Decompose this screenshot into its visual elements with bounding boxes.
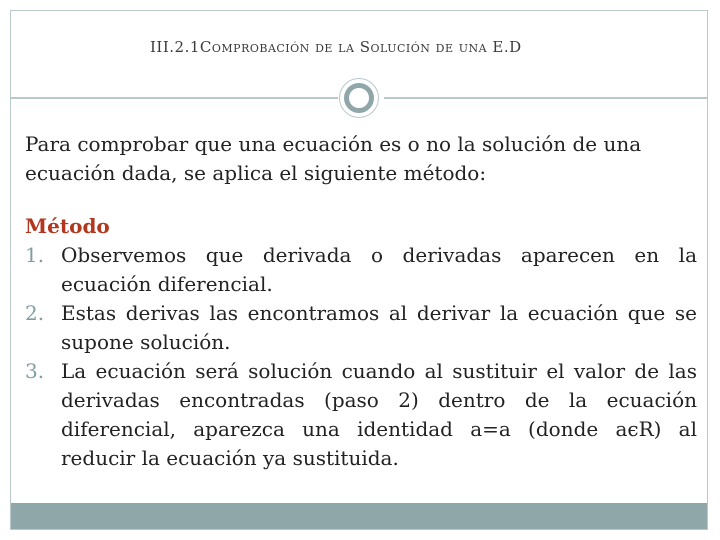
divider-circle-ring	[344, 83, 374, 113]
footer-bar	[11, 503, 707, 529]
step-number: 2.	[25, 301, 45, 325]
step-text: Observemos que derivada o derivadas aparecen en la ecuación diferencial.	[61, 243, 697, 296]
title-text: Comprobación de la Solución de una E.D	[199, 38, 522, 56]
divider-left	[11, 97, 338, 99]
list-item	[25, 357, 697, 473]
step-text: Estas derivas las encontramos al derivar la ecuación que se supone solución.	[61, 301, 697, 354]
slide-title	[150, 38, 522, 56]
list-item	[25, 241, 697, 299]
intro-paragraph: Para comprobar que una ecuación es o no la solución de una ecuación dada, se aplica el siguiente método:	[25, 132, 642, 185]
step-text: La ecuación será solución cuando al sustituir el valor de las derivadas encontradas (paso 2) dentro de la ecuación diferencial, aparezca una identidad a=a (donde aϵR) al reducir la ecuación ya sustituida.	[61, 359, 697, 470]
title-prefix: III.2.1	[150, 38, 200, 56]
steps-list	[25, 241, 697, 473]
list-item	[25, 299, 697, 357]
step-number: 1.	[25, 243, 45, 267]
method-heading: Método	[25, 214, 110, 238]
divider-right	[384, 97, 707, 99]
slide-body	[25, 130, 697, 473]
step-number: 3.	[25, 359, 45, 383]
